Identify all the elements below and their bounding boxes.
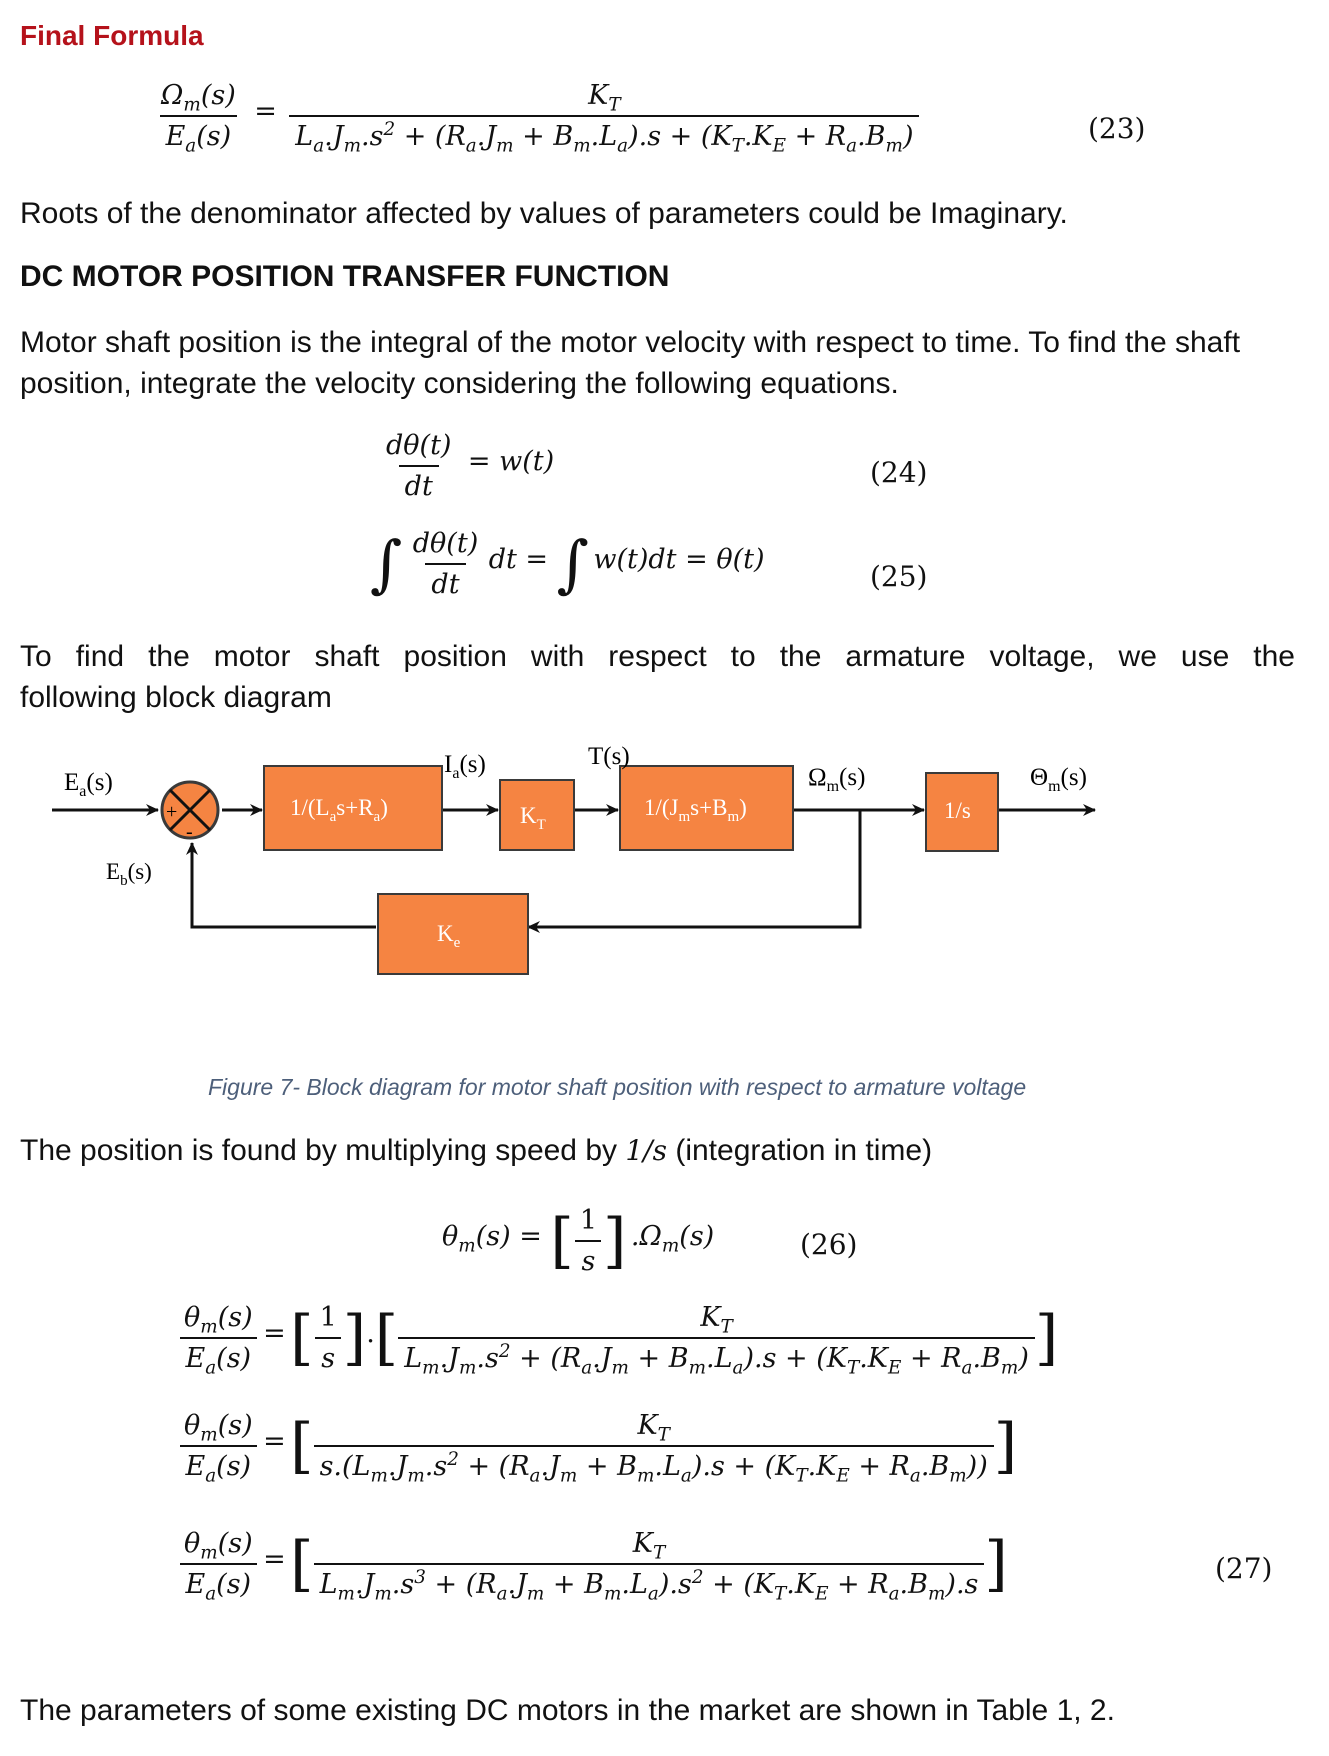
equation-number: (27) [1215, 1552, 1273, 1585]
input-signal-label: $E_a(s)$ [64, 769, 113, 800]
integral-paragraph: Motor shaft position is the integral of the motor velocity with respect to time. To find the shaft position, integrate the velocity considering the following equations. [20, 326, 1241, 400]
roots-paragraph: Roots of the denominator affected by values of parameters could be Imaginary. [20, 197, 1068, 230]
equation-27-line3: $\frac{\theta_m(s)}{E_a(s)}$ = [ $\frac{K_T}{L_m.J_m.s^3 + (R_a.J_m + B_m.L_a).s^2 + (K_T.K_E + R_a.B_m).s}$ ] [178, 1528, 1008, 1600]
torque-signal-label: T(s) [588, 745, 630, 770]
current-signal-label: $I_a(s)$ [444, 751, 486, 782]
position-paragraph [20, 1130, 932, 1171]
position-signal-label: $\Theta_m(s)$ [1030, 764, 1087, 795]
equation-27-line1: $\frac{\theta_m(s)}{E_a(s)}$ = [ $\frac{1}{s}$ ].[ $\frac{K_T}{L_m.J_m.s^2 + (R_a.J_m + B_m.L_a).s + (K_T.K_E + R_a.B_m)}$ ] [178, 1302, 1058, 1374]
position-paragraph-math: 1/s [625, 1134, 667, 1167]
equation-27-line2: $\frac{\theta_m(s)}{E_a(s)}$ = [ $\frac{K_T}{s.(L_m.J_m.s^2 + (R_a.J_m + B_m.L_a).s + (K_T.K_E + R_a.B_m))}$ ] [178, 1410, 1017, 1482]
block-paragraph-line1: To find the motor shaft position with respect to the armature voltage, we use the [20, 640, 1295, 673]
closing-paragraph: The parameters of some existing DC motors in the market are shown in Table 1, 2. [20, 1694, 1115, 1727]
feedback-signal-label: $E_b(s)$ [106, 859, 152, 889]
equation-24: $\frac{d\theta(t)}{dt}$ = w(t) [386, 430, 555, 502]
equation-23: $\frac{\Omega_m(s)}{E_a(s)}$ = $\frac{K_T}{L_a.J_m.s^2 + (R_a.J_m + B_m.L_a).s + (K_T.K_E + R_a.B_m)}$ [155, 80, 919, 152]
feedback-line-left [192, 843, 376, 927]
minus-sign: - [186, 821, 193, 843]
equation-number: (24) [870, 456, 928, 489]
feedback-block-label: $K_e$ [437, 921, 461, 951]
equation-26: $\theta_m(s)$ = [ $\frac{1}{s}$ ] $.\Omega_m(s)$ [442, 1205, 715, 1277]
speed-signal-label: $\Omega_m(s)$ [808, 764, 866, 795]
figure-caption: Figure 7- Block diagram for motor shaft position with respect to armature voltage [208, 1074, 1027, 1100]
plus-sign: + [166, 801, 178, 823]
equation-number: (25) [870, 560, 928, 593]
position-paragraph-post: (integration in time) [675, 1134, 933, 1167]
position-paragraph-pre: The position is found by multiplying speed by [20, 1134, 618, 1167]
block-paragraph-line2: following block diagram [20, 681, 332, 714]
kt-block [500, 780, 574, 850]
block-diagram [0, 745, 1329, 985]
kt-block-label: $K_T$ [520, 803, 546, 833]
mechanical-block-label: $1/(J_ms+B_m)$ [644, 795, 747, 825]
equation-number: (26) [800, 1228, 858, 1261]
electrical-block-label: $1/(L_as+R_a)$ [290, 795, 388, 825]
section-title: Final Formula [20, 20, 204, 51]
integrator-block-label: 1/s [944, 798, 971, 823]
section-heading: DC MOTOR POSITION TRANSFER FUNCTION [20, 260, 670, 293]
equation-25: ∫ $\frac{d\theta(t)}{dt}$ dt = ∫ w(t)dt = θ(t) [370, 527, 765, 600]
equation-number: (23) [1088, 112, 1146, 145]
